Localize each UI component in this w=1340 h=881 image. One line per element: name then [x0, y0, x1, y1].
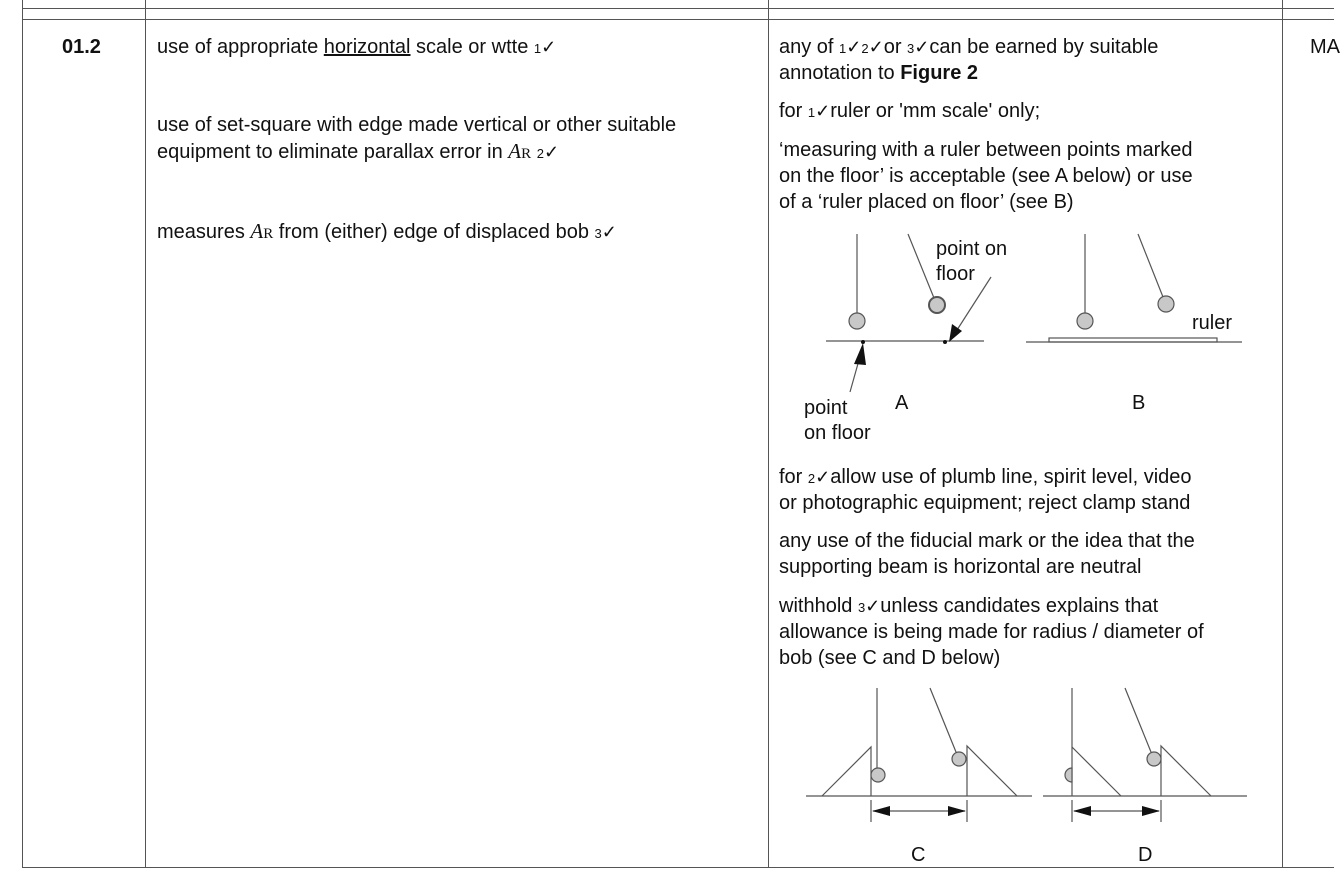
- fig-a-point-on-floor-top-2: floor: [936, 263, 975, 285]
- col-divider-0: [22, 0, 23, 868]
- col-divider-3: [1282, 0, 1283, 868]
- guidance-plumb-line1: for 2✓allow use of plumb line, spirit level, video: [779, 466, 1192, 488]
- guidance-withhold-line3: bob (see C and D below): [779, 647, 1001, 669]
- fig-label-c: C: [911, 844, 926, 866]
- question-number: 01.2: [62, 36, 101, 58]
- guidance-ruler-only: for 1✓ruler or 'mm scale' only;: [779, 100, 1041, 122]
- guidance-measuring-line3: of a ‘ruler placed on floor’ (see B): [779, 191, 1074, 213]
- fig-label-a: A: [895, 392, 909, 414]
- guidance-plumb-line2: or photographic equipment; reject clamp stand: [779, 492, 1191, 514]
- figure-cd: [769, 680, 1282, 866]
- table-top-border: [22, 19, 1334, 20]
- fig-a-point-on-floor-bottom-1: point: [804, 397, 848, 419]
- guidance-fiducial-line1: any use of the fiducial mark or the idea that the: [779, 530, 1195, 552]
- guidance-fiducial-line2: supporting beam is horizontal are neutral: [779, 556, 1142, 578]
- guidance-any-of-line1: any of 1✓2✓or 3✓can be earned by suitable: [779, 36, 1159, 58]
- answer-horizontal-scale: use of appropriate horizontal scale or wtte 1✓: [157, 36, 557, 58]
- answer-set-square-line1: use of set-square with edge made vertical or other suitable: [157, 114, 677, 136]
- guidance-measuring-line1: ‘measuring with a ruler between points marked: [779, 139, 1193, 161]
- answer-set-square-line2: equipment to eliminate parallax error in AR 2✓: [157, 139, 560, 163]
- guidance-withhold-line2: allowance is being made for radius / diameter of: [779, 621, 1204, 643]
- guidance-withhold-line1: withhold 3✓unless candidates explains that: [779, 595, 1159, 617]
- guidance-any-of-line2: annotation to Figure 2: [779, 62, 979, 84]
- fig-label-d: D: [1138, 844, 1153, 866]
- fig-a-point-on-floor-top-1: point on: [936, 238, 1008, 260]
- figure-ab: [769, 225, 1282, 450]
- fig-b-ruler-label: ruler: [1192, 312, 1233, 334]
- fig-a-point-on-floor-bottom-2: on floor: [804, 422, 871, 444]
- guidance-measuring-line2: on the floor’ is acceptable (see A below) or use: [779, 165, 1193, 187]
- answer-measures-ar: measures AR from (either) edge of displaced bob 3✓: [157, 219, 617, 243]
- comments-partial-text: MA: [1310, 36, 1340, 58]
- col-divider-1: [145, 0, 146, 868]
- table-bottom-border: [22, 867, 1334, 868]
- fig-label-b: B: [1132, 392, 1146, 414]
- table-top-border-upper: [22, 8, 1334, 9]
